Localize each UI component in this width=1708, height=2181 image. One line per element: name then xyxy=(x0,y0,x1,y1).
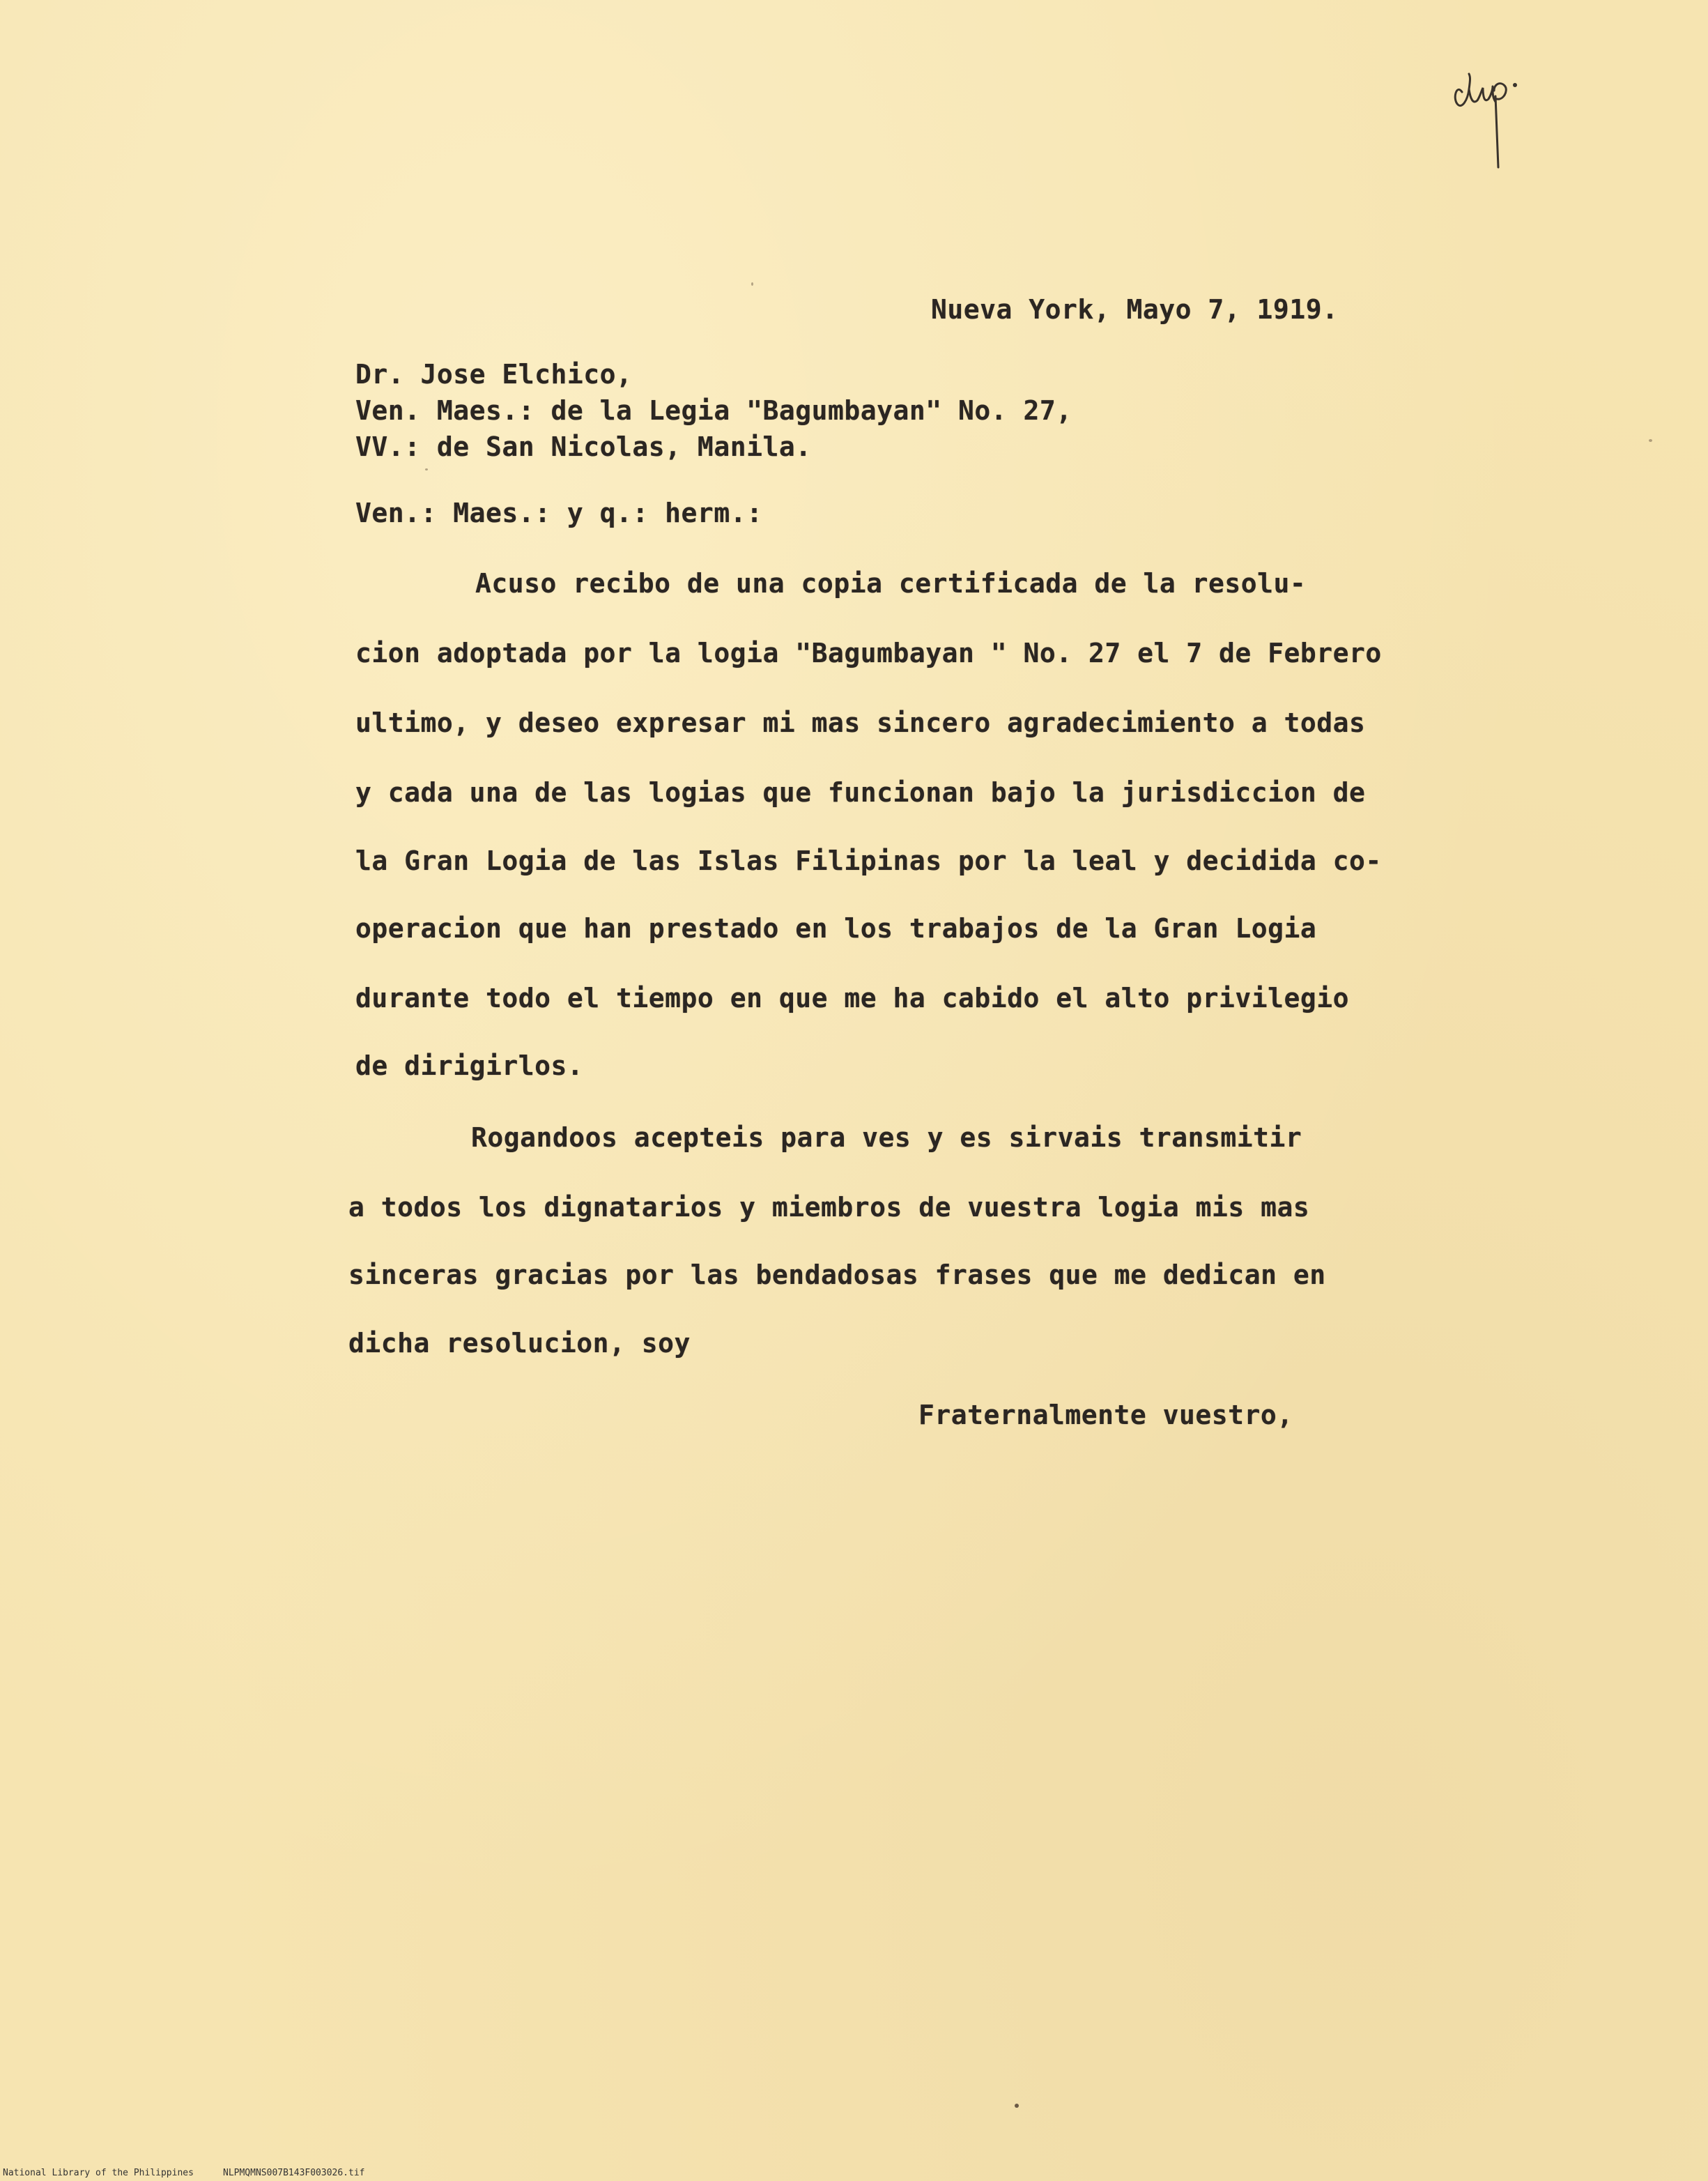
paragraph1-line: durante todo el tiempo en que me ha cabido el alto privilegio xyxy=(355,983,1350,1013)
recipient-title: Ven. Maes.: de la Legia "Bagumbayan" No. 27, xyxy=(355,395,1072,426)
paragraph1-line: la Gran Logia de las Islas Filipinas por la leal y decidida co- xyxy=(355,845,1382,876)
recipient-name: Dr. Jose Elchico, xyxy=(355,359,633,390)
paragraph1-line: de dirigirlos. xyxy=(355,1050,584,1081)
letter-date: Nueva York, Mayo 7, 1919. xyxy=(931,294,1339,325)
paragraph2-line: Rogandoos acepteis para ves y es sirvais transmitir xyxy=(471,1122,1302,1153)
salutation: Ven.: Maes.: y q.: herm.: xyxy=(355,498,763,528)
paragraph2-line: dicha resolucion, soy xyxy=(348,1328,691,1359)
paragraph1-line: cion adoptada por la logia "Bagumbayan " No. 27 el 7 de Febrero xyxy=(355,638,1382,668)
closing: Fraternalmente vuestro, xyxy=(918,1400,1293,1430)
paragraph1-line: ultimo, y deseo expresar mi mas sincero agradecimiento a todas xyxy=(355,707,1366,738)
footer-filename: NLPMQMNS007B143F003026.tif xyxy=(223,2168,365,2178)
paper-speck xyxy=(425,468,428,470)
paper-speck xyxy=(1015,2104,1019,2108)
handwritten-annotation-dup xyxy=(1449,49,1547,174)
paragraph1-line: operacion que han prestado en los trabajos de la Gran Logia xyxy=(355,913,1317,944)
paper-speck xyxy=(1649,439,1652,442)
paragraph1-line: Acuso recibo de una copia certificada de la resolu- xyxy=(475,568,1307,599)
paragraph1-line: y cada una de las logias que funcionan bajo la jurisdiccion de xyxy=(355,777,1366,808)
footer-library: National Library of the Philippines xyxy=(3,2168,194,2178)
paragraph2-line: sinceras gracias por las bendadosas frases que me dedican en xyxy=(348,1260,1326,1290)
paper-speck xyxy=(751,282,753,286)
paragraph2-line: a todos los dignatarios y miembros de vuestra logia mis mas xyxy=(348,1192,1310,1223)
recipient-address: VV.: de San Nicolas, Manila. xyxy=(355,431,812,462)
